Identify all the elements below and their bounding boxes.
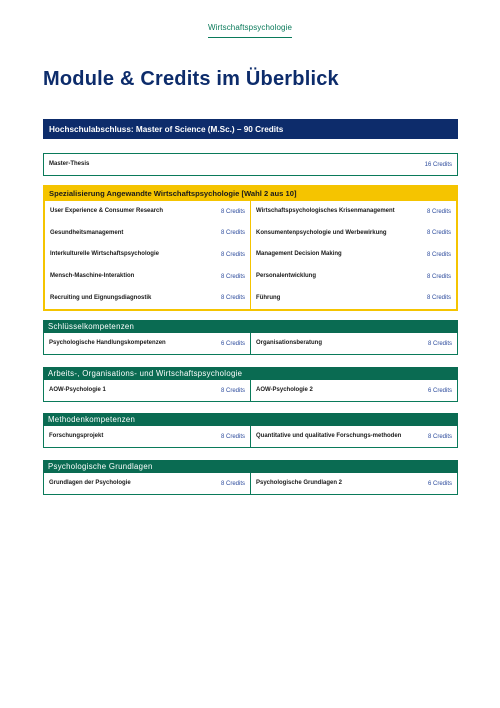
module-cell	[44, 473, 250, 494]
module-name: Psychologische Handlungskompetenzen	[49, 339, 166, 346]
module-cell	[250, 426, 457, 447]
page-title: Module & Credits im Überblick	[43, 68, 339, 90]
module-credits: 8 Credits	[426, 295, 451, 302]
module-name: User Experience & Consumer Research	[50, 208, 164, 215]
module-cell	[44, 426, 250, 447]
section-box	[43, 473, 458, 495]
module-credits: 8 Credits	[427, 340, 452, 347]
module-name: Personalentwicklung	[256, 272, 317, 279]
module-name: Psychologische Grundlagen 2	[256, 479, 343, 486]
module-row	[45, 266, 456, 288]
module-name: Grundlagen der Psychologie	[49, 479, 131, 486]
section-box	[43, 380, 458, 402]
header-tag	[0, 17, 500, 38]
module-credits: 8 Credits	[220, 208, 245, 215]
module-cell	[45, 287, 250, 309]
module-row	[44, 380, 457, 401]
module-credits: 8 Credits	[220, 230, 245, 237]
module-credits: 8 Credits	[220, 251, 245, 258]
module-cell	[45, 266, 250, 288]
module-cell	[250, 266, 456, 288]
module-name: Quantitative und qualitative Forschungs-methoden	[256, 432, 402, 439]
module-name: Management Decision Making	[256, 251, 342, 258]
specialization-box	[43, 185, 458, 311]
module-credits: 8 Credits	[426, 208, 451, 215]
thesis-box	[43, 153, 458, 176]
module-name: Forschungsprojekt	[49, 432, 104, 439]
section-box	[43, 333, 458, 355]
thesis-row	[44, 154, 457, 175]
module-cell	[45, 223, 250, 245]
module-cell	[44, 380, 250, 401]
module-credits: 8 Credits	[426, 230, 451, 237]
module-credits: 8 Credits	[427, 433, 452, 440]
degree-banner: Hochschulabschluss: Master of Science (M.Sc.) – 90 Credits	[43, 119, 458, 139]
module-name: Recruiting und Eignungsdiagnostik	[50, 294, 152, 301]
module-name: AOW-Psychologie 2	[256, 386, 313, 393]
module-row	[45, 223, 456, 245]
module-credits: 16 Credits	[424, 161, 452, 168]
module-credits: 6 Credits	[220, 340, 245, 347]
module-credits: 8 Credits	[220, 295, 245, 302]
module-credits: 8 Credits	[426, 273, 451, 280]
module-row	[45, 287, 456, 309]
module-name: Führung	[256, 294, 281, 301]
module-credits: 8 Credits	[220, 433, 245, 440]
section-heading: Psychologische Grundlagen	[43, 460, 458, 473]
module-row	[45, 244, 456, 266]
module-credits: 8 Credits	[220, 273, 245, 280]
module-credits: 8 Credits	[426, 251, 451, 258]
module-name: Gesundheitsmanagement	[50, 229, 124, 236]
module-name: Interkulturelle Wirtschaftspsychologie	[50, 251, 159, 258]
module-cell	[250, 201, 456, 223]
module-cell	[45, 244, 250, 266]
section-heading: Arbeits-, Organisations- und Wirtschaftspsychologie	[43, 367, 458, 380]
section-box	[43, 426, 458, 448]
module-cell	[44, 333, 250, 354]
module-name: Konsumentenpsychologie und Werbewirkung	[256, 229, 387, 236]
module-credits: 6 Credits	[427, 480, 452, 487]
module-row	[44, 473, 457, 494]
module-cell	[45, 201, 250, 223]
module-cell	[250, 473, 457, 494]
header-tag-label: Wirtschaftspsychologie	[208, 23, 292, 38]
module-name: Organisationsberatung	[256, 339, 323, 346]
module-name: Wirtschaftspsychologisches Krisenmanagement	[256, 208, 395, 215]
module-cell	[250, 287, 456, 309]
module-credits: 8 Credits	[220, 387, 245, 394]
module-row	[45, 201, 456, 223]
module-cell	[250, 380, 457, 401]
specialization-rows	[45, 201, 456, 309]
module-credits: 6 Credits	[427, 387, 452, 394]
section-heading: Methodenkompetenzen	[43, 413, 458, 426]
specialization-heading: Spezialisierung Angewandte Wirtschaftspsychologie [Wahl 2 aus 10]	[45, 187, 456, 201]
module-cell	[250, 244, 456, 266]
module-name: Mensch-Maschine-Interaktion	[50, 272, 135, 279]
module-cell	[250, 333, 457, 354]
module-name: Master-Thesis	[49, 160, 90, 167]
section-heading: Schlüsselkompetenzen	[43, 320, 458, 333]
module-cell	[250, 223, 456, 245]
module-credits: 8 Credits	[220, 480, 245, 487]
module-cell	[44, 154, 457, 175]
module-row	[44, 333, 457, 354]
module-row	[44, 426, 457, 447]
module-name: AOW-Psychologie 1	[49, 386, 106, 393]
